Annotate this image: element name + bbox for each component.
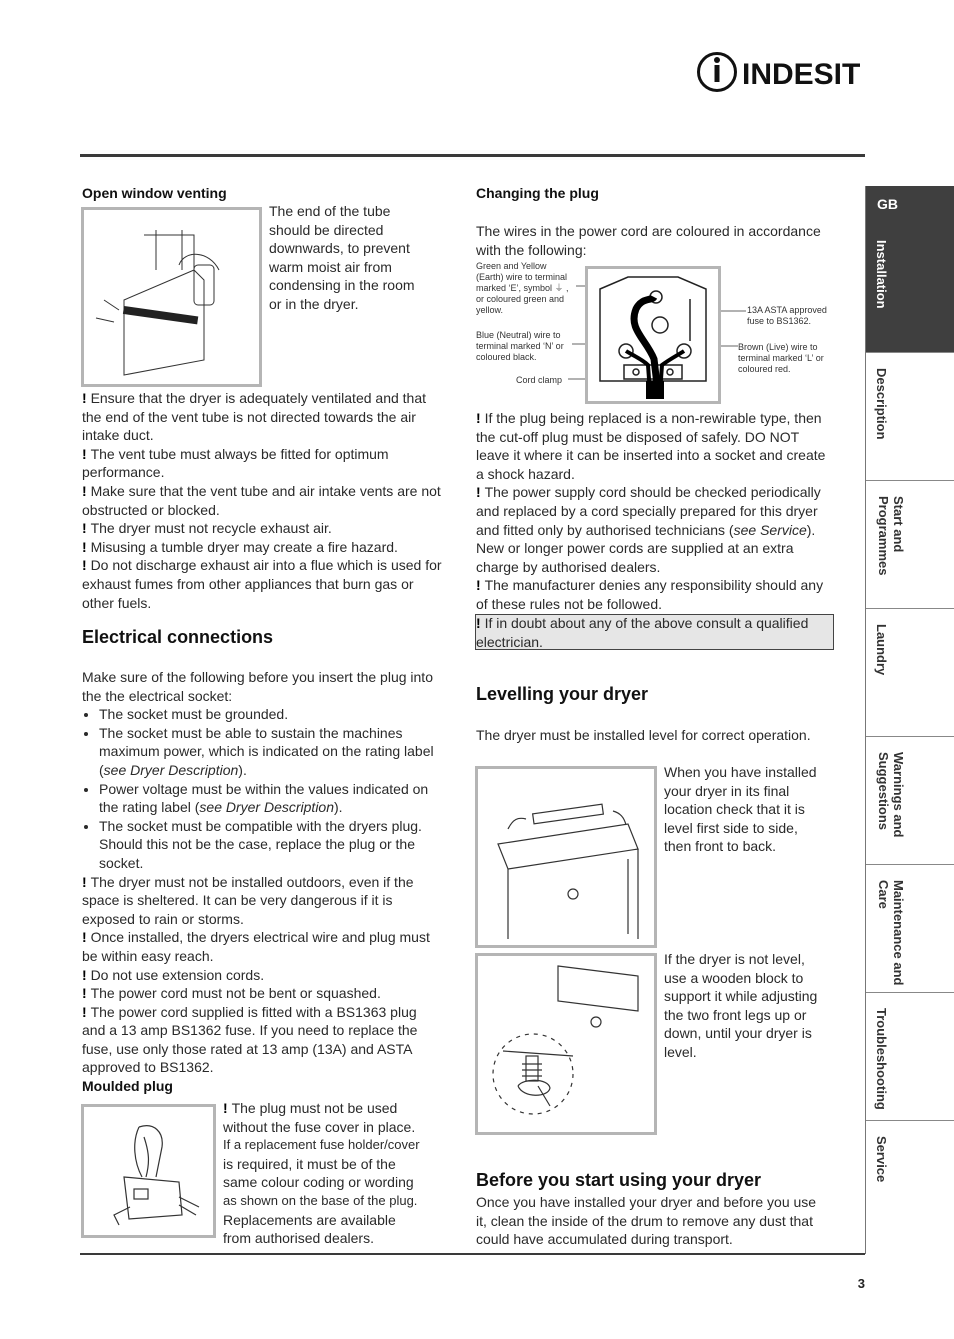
tab-language[interactable]: GB — [866, 186, 954, 226]
warning-item: ! Do not discharge exhaust air into a flue which is used for exhaust fumes from other appliances that burn gas or other fuels. — [82, 557, 442, 611]
warning-item: ! Once installed, the dryers electrical wire and plug must be within easy reach. — [82, 929, 430, 964]
warning-item: ! The manufacturer denies any responsibility should any of these rules not be followed. — [476, 577, 824, 612]
warning-item: ! The dryer must not recycle exhaust air. — [82, 520, 332, 537]
warning-item: ! Ensure that the dryer is adequately ventilated and that the end of the vent tube is not directed towards the air intake duct. — [82, 390, 427, 444]
tab-label: Description — [874, 368, 889, 440]
levelling-intro: The dryer must be installed level for correct operation. — [476, 727, 811, 743]
electrical-heading: Electrical connections — [82, 627, 274, 647]
warning-item: ! The power cord must not be bent or squashed. — [82, 985, 381, 1002]
before-use-heading: Before you start using your dryer — [476, 1170, 762, 1190]
section-tabs — [865, 186, 954, 1254]
moulded-plug-illustration — [81, 1104, 216, 1238]
levelling-text-2: If the dryer is not level, use a wooden block to support it while adjusting the two front legs up or down, until your dryer is level. — [664, 951, 818, 1060]
levelling-top-illustration — [475, 766, 657, 948]
levelling-text-1: When you have installed your dryer in its final location check that it is level first side to side, then front to back. — [664, 764, 817, 855]
tab-label: Warnings and Suggestions — [876, 752, 906, 838]
warning-item: ! Misusing a tumble dryer may create a fire hazard. — [82, 538, 398, 555]
warning-item: ! The vent tube must always be fitted for optimum performance. — [82, 445, 389, 481]
plug-warnings — [476, 409, 836, 614]
electrician-notice: ! If in doubt about any of the above consult a qualified electrician. — [476, 615, 809, 650]
open-window-text: The end of the tube should be directed downwards, to prevent warm moist air from condensing in the room or in the dryer. — [269, 203, 415, 312]
page-number: 3 — [857, 1276, 865, 1291]
levelling-feet-illustration — [475, 953, 657, 1135]
open-window-heading: Open window venting — [82, 185, 227, 201]
tab-label: Installation — [874, 240, 889, 309]
callout-earth: Green and Yellow (Earth) wire to terminal marked ‘E’, symbol ⏚ , or coloured green and yellow. — [476, 261, 569, 315]
warning-item: ! Do not use extension cords. — [82, 966, 265, 983]
tab-installation[interactable] — [866, 226, 954, 353]
list-item: • The socket must be compatible with the dryers plug. Should this not be the case, replace the plug or the socket. — [99, 817, 442, 873]
tab-description[interactable] — [866, 354, 954, 481]
list-item: • The socket must be able to sustain the machines maximum power, which is indicated on the rating label (see Dryer Description). — [99, 724, 442, 780]
venting-warnings — [82, 389, 442, 612]
changing-plug-intro: The wires in the power cord are coloured in accordance with the following: — [476, 223, 821, 258]
changing-plug-heading: Changing the plug — [476, 185, 599, 201]
callout-fuse: 13A ASTA approved fuse to BS1362. — [747, 305, 827, 326]
tab-label: Maintenance and Care — [876, 880, 906, 986]
moulded-text: ! The plug must not be used without the fuse cover in place. If a replacement fuse holder/cover is required, it must be of the same colour coding or wording as shown on the base of the plug. Replacements are available from authorised dealers. — [223, 1100, 420, 1247]
list-item: • Power voltage must be within the values indicated on the rating label (see Dryer Description). — [99, 780, 442, 817]
open-window-illustration — [81, 207, 262, 387]
brand-name: INDESIT — [742, 58, 861, 91]
tab-start-programmes[interactable] — [866, 482, 954, 609]
tab-troubleshooting[interactable] — [866, 994, 954, 1121]
warning-item: ! The power cord supplied is fitted with a BS1363 plug and a 13 amp BS1362 fuse. If you need to replace the fuse, use only those rated at 13 amp (13A) and ASTA approved to BS1362. — [82, 1003, 418, 1076]
list-item: • The socket must be grounded. — [99, 705, 442, 724]
warning-item: ! The dryer must not be installed outdoors, even if the space is sheltered. It can be very dangerous if it is exposed to rain or storms. — [82, 873, 414, 927]
tab-label: Laundry — [874, 624, 889, 676]
callout-cord-clamp: Cord clamp — [516, 375, 563, 385]
moulded-heading: Moulded plug — [82, 1078, 173, 1095]
warning-item: ! If the plug being replaced is a non-rewirable type, then the cut-off plug must be disposed of safely. DO NOT leave it where it can be inserted into a socket and create a shock hazard. — [476, 410, 826, 482]
warning-item: ! Make sure that the vent tube and air intake vents are not obstructed or blocked. — [82, 482, 441, 518]
indesit-logo — [696, 50, 868, 94]
plug-wiring-diagram — [585, 266, 721, 404]
tab-laundry[interactable] — [866, 610, 954, 737]
callout-live: Brown (Live) wire to terminal marked ‘L’ or coloured red. — [738, 342, 824, 374]
electrical-text: Make sure of the following before you insert the plug into the the electrical socket: • The socket must be grounded. • The socket must be able to sustain the machines maximum power, which is indicated on the rating label (see Dryer Description). • Power voltage must be within the values indicated on the rating label (see Dryer Description). • The socket must be compatible with the dryers plug. Should this not be the case, replace the plug or the socket. ! The dryer must not be installed outdoors, even if the space is sheltered. It can be very dangerous if it is exposed to rain or storms. ! Once installed, the dryers electrical wire and plug must be within easy reach. ! Do not use extension cords. ! The power cord must not be bent or squashed. ! The power cord supplied is fitted with a BS1363 plug and a 13 amp BS1362 fuse. If you need to replace the fuse, use only those rated at 13 amp (13A) and ASTA approved to BS1362. Moulded plug — [82, 668, 442, 1096]
warning-item: ! The power supply cord should be checked periodically and replaced by a cord specially prepared for this dryer and fitted only by authorised technicians (see Service). New or longer power cords are supplied at an extra charge by authorised dealers. — [476, 484, 821, 575]
header-rule — [80, 154, 865, 157]
tab-warnings[interactable] — [866, 738, 954, 865]
footer-rule — [80, 1253, 865, 1255]
before-use-text: Once you have installed your dryer and before you use it, clean the inside of the drum to remove any dust that could have accumulated during transport. — [476, 1194, 817, 1248]
levelling-heading: Levelling your dryer — [476, 684, 649, 704]
tab-label: Service — [874, 1136, 889, 1183]
tab-service[interactable] — [866, 1122, 954, 1249]
callout-neutral: Blue (Neutral) wire to terminal marked ‘N’ or coloured black. — [476, 330, 564, 362]
tab-label: Troubleshooting — [874, 1008, 889, 1110]
tab-label: Start and Programmes — [876, 496, 906, 576]
tab-maintenance[interactable] — [866, 866, 954, 993]
